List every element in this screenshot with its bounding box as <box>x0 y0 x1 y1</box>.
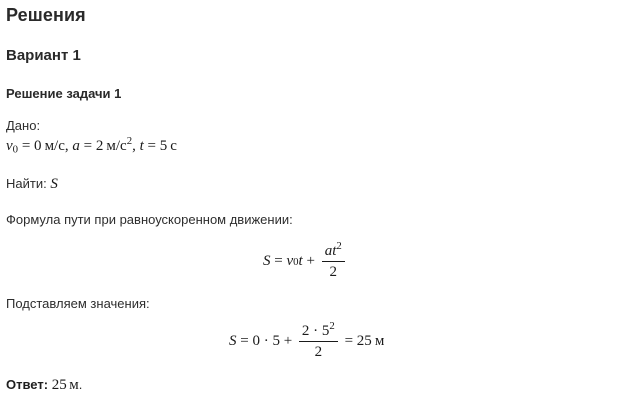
formula-fraction-denominator: 2 <box>329 264 337 280</box>
given-a-var: a <box>72 138 80 154</box>
formula-t: t <box>298 253 303 269</box>
formula-lhs: S <box>263 253 271 269</box>
find-line <box>6 176 58 193</box>
given-a-unit: м/с <box>106 138 127 154</box>
given-t-eq: = 5 <box>143 138 168 154</box>
answer-line <box>6 377 82 394</box>
fraction-bar <box>299 341 338 342</box>
given-v-sub: 0 <box>12 143 19 156</box>
substitution-num-base: 2 · 5 <box>301 323 330 339</box>
find-label: Найти: <box>6 176 47 191</box>
formula-display: S = v 0 t + $\frac{at^2}{2}$ <box>263 243 348 280</box>
substitution-fraction-denominator: 2 <box>314 344 323 360</box>
substitution-eq1: = 0 · 5 + <box>236 333 296 349</box>
formula-num-pow: 2 <box>336 240 342 253</box>
answer-value: 25 <box>51 377 67 393</box>
answer-period: . <box>78 377 83 392</box>
formula-eq: = <box>270 253 287 269</box>
given-label: Дано: <box>6 118 41 133</box>
given-v-eq: = 0 <box>18 138 42 154</box>
variant-heading: Вариант 1 <box>6 47 81 64</box>
formula-fraction <box>322 240 345 280</box>
given-a-unit-pow: 2 <box>126 135 133 148</box>
substitution-display <box>229 320 385 360</box>
substitution-unit: м <box>374 333 385 349</box>
given-v-var: v <box>6 138 13 154</box>
page-title: Решения <box>6 5 86 25</box>
formula-num-a: a <box>324 243 333 259</box>
formula-fraction-numerator <box>322 240 345 259</box>
given-t-var: t <box>139 138 144 154</box>
substitution-fraction <box>299 320 338 360</box>
formula-label: Формула пути при равноускоренном движении: <box>6 212 293 227</box>
fraction-bar <box>322 261 345 262</box>
substitution-num-pow: 2 <box>329 320 335 333</box>
given-values: $v_0 = 0$ м/с, a = 2 $м/с^2$, t = 5 с <box>6 135 177 156</box>
formula-plus: + <box>302 253 319 269</box>
formula-num-t: t <box>332 243 337 259</box>
substitute-label: Подставляем значения: <box>6 296 150 311</box>
substitution-lhs: S <box>229 333 237 349</box>
given-a-eq: = 2 <box>79 138 104 154</box>
given-t-unit: с <box>170 138 177 154</box>
substitution-eq2: = 25 <box>340 333 372 349</box>
task-heading: Решение задачи 1 <box>6 86 122 101</box>
substitution-fraction-numerator <box>299 320 338 339</box>
given-v-unit: м/с <box>44 138 65 154</box>
answer-unit: м <box>69 377 79 393</box>
find-var: S <box>50 176 58 192</box>
answer-label: Ответ: <box>6 377 49 392</box>
formula-v: v <box>286 253 294 269</box>
